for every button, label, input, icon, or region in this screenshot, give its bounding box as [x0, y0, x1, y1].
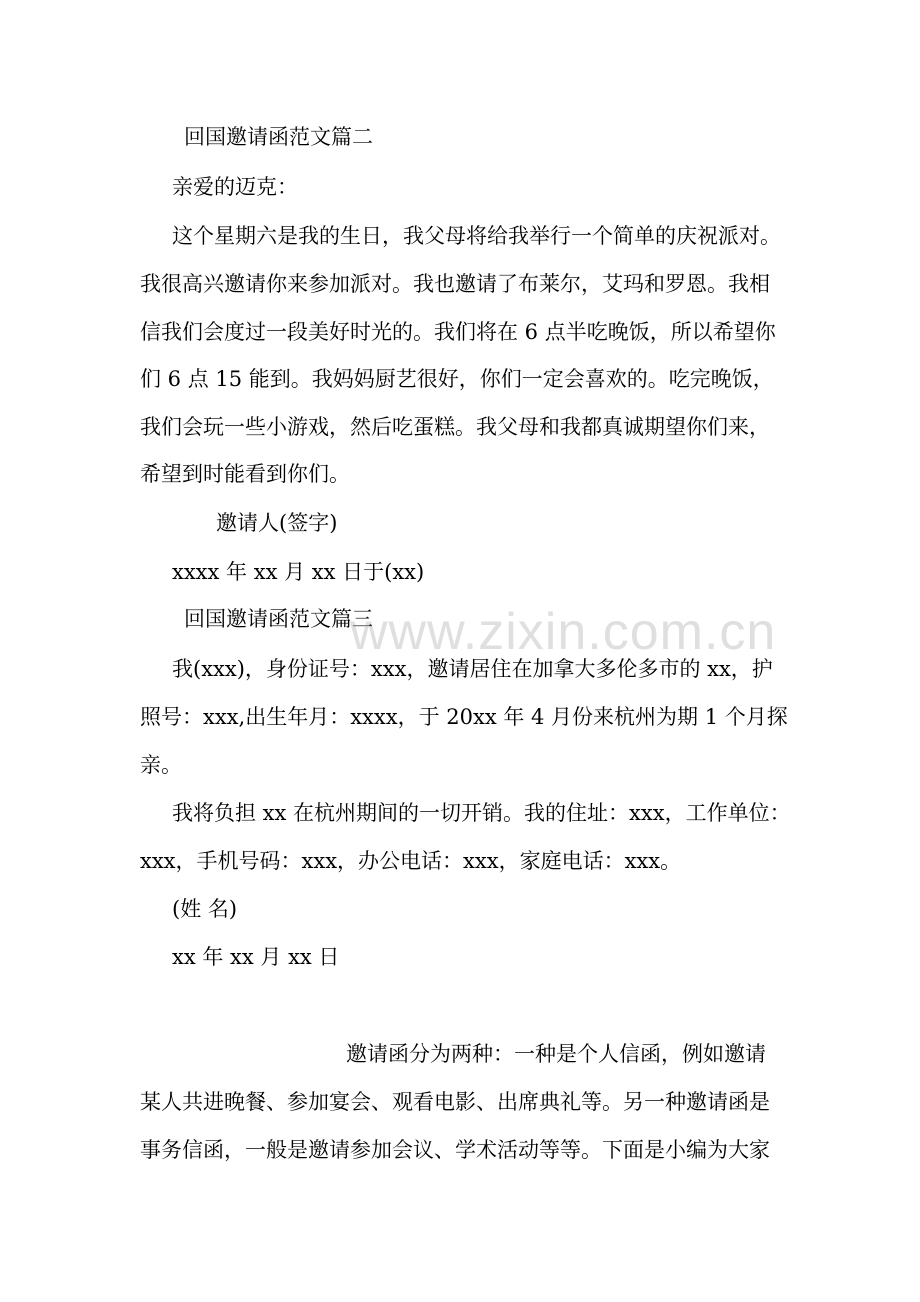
- date-line: xx 年 xx 月 xx 日: [172, 945, 340, 969]
- intro-line: 事务信函，一般是邀请参加会议、学术活动等等。下面是小编为大家: [140, 1138, 770, 1162]
- body-line: 这个星期六是我的生日，我父母将给我举行一个简单的庆祝派对。: [172, 224, 781, 248]
- intro-line: 某人共进晚餐、参加宴会、观看电影、出席典礼等。另一种邀请函是: [140, 1090, 770, 1114]
- body-line: 我们会玩一些小游戏，然后吃蛋糕。我父母和我都真诚期望你们来，: [140, 415, 770, 439]
- section-heading-2: 回国邀请函范文篇二: [184, 125, 373, 149]
- body-line: 我很高兴邀请你来参加派对。我也邀请了布莱尔，艾玛和罗恩。我相: [140, 272, 770, 296]
- intro-line: 邀请函分为两种：一种是个人信函，例如邀请: [346, 1042, 766, 1066]
- body-line: 们 6 点 15 能到。我妈妈厨艺很好，你们一定会喜欢的。吃完晚饭，: [140, 367, 774, 391]
- watermark-text: www.zixin.com.cn: [350, 603, 777, 661]
- date-line: xxxx 年 xx 月 xx 日于(xx): [172, 560, 425, 584]
- body-line: 照号：xxx,出生年月：xxxx，于 20xx 年 4 月份来杭州为期 1 个月探: [140, 705, 788, 729]
- signature-label: 邀请人(签字): [216, 511, 338, 535]
- body-line: 信我们会度过一段美好时光的。我们将在 6 点半吃晚饭，所以希望你: [140, 320, 776, 344]
- body-line: 希望到时能看到你们。: [140, 462, 350, 486]
- salutation: 亲爱的迈克：: [172, 175, 298, 199]
- name-placeholder: (姓 名): [172, 897, 238, 921]
- section-heading-3: 回国邀请函范文篇三: [184, 607, 373, 631]
- body-line: 我(xxx)，身份证号：xxx，邀请居住在加拿大多伦多市的 xx，护: [172, 657, 773, 681]
- body-line: xxx，手机号码：xxx，办公电话：xxx，家庭电话：xxx。: [140, 849, 682, 873]
- body-line: 我将负担 xx 在杭州期间的一切开销。我的住址：xxx，工作单位：: [172, 801, 791, 825]
- body-line: 亲。: [140, 753, 182, 777]
